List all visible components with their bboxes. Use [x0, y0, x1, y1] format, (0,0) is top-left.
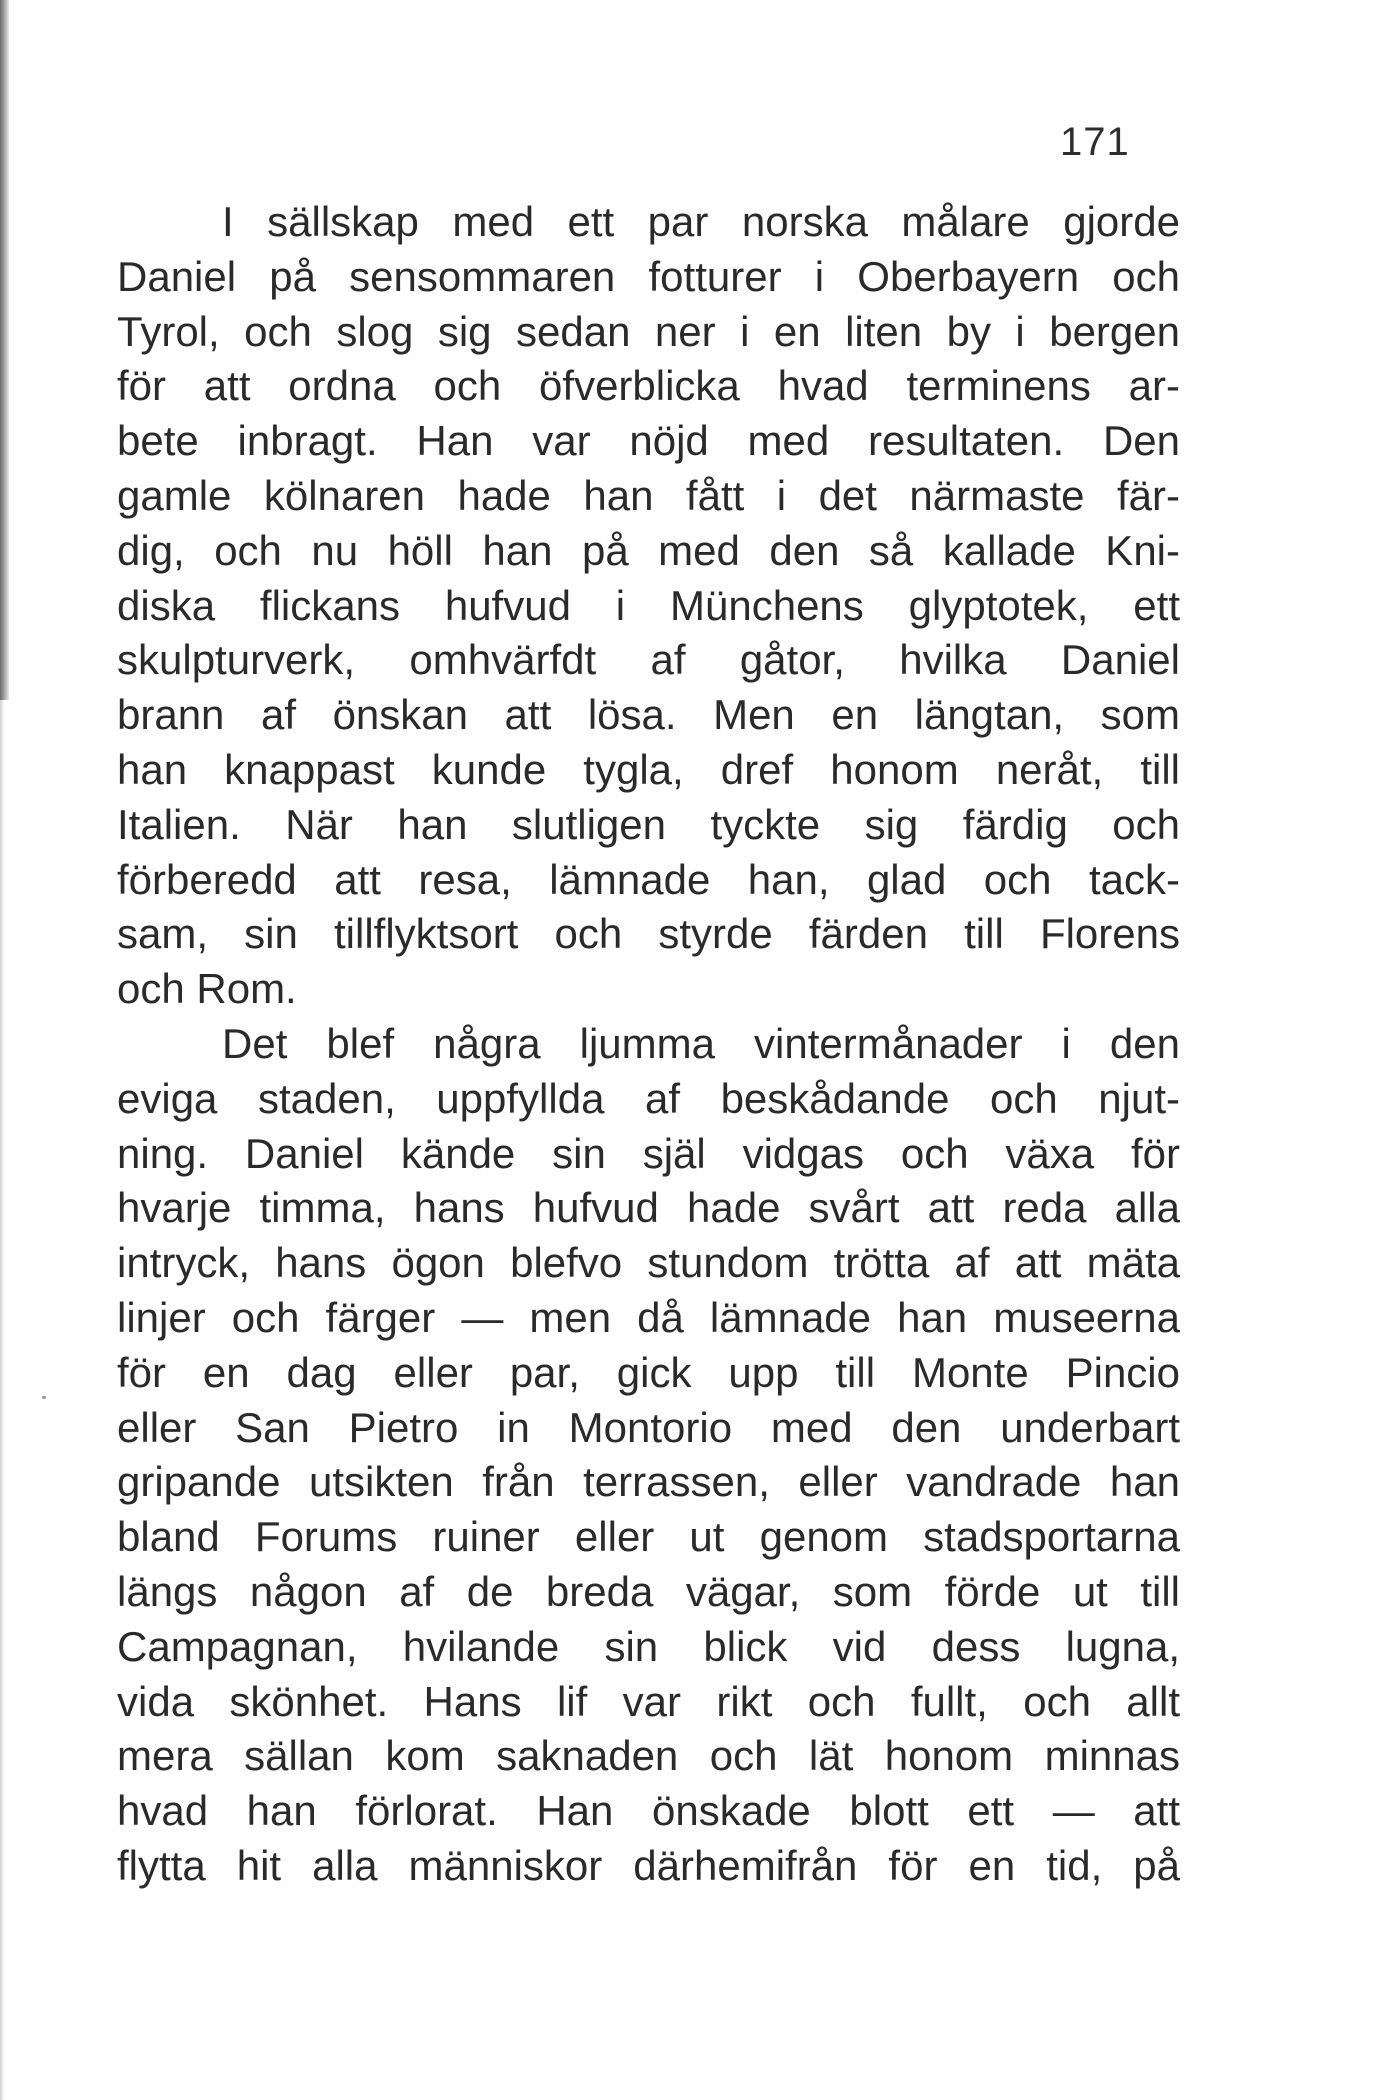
text-line: eller San Pietro in Montorio med den underbart	[117, 1403, 1180, 1451]
binding-edge	[0, 0, 9, 700]
text-line: bete inbragt. Han var nöjd med resultaten. Den	[117, 417, 1180, 465]
ink-speck	[42, 1396, 46, 1399]
text-line: hvad han förlorat. Han önskade blott ett — att	[117, 1787, 1180, 1835]
text-line: hvarje timma, hans hufvud hade svårt att reda alla	[117, 1184, 1180, 1232]
text-line: bland Forums ruiner eller ut genom stadsportarna	[117, 1513, 1180, 1561]
text-line: gripande utsikten från terrassen, eller vandrade han	[117, 1458, 1180, 1506]
text-line: sam, sin tillflyktsort och styrde färden till Florens	[117, 910, 1180, 958]
text-line: skulpturverk, omhvärfdt af gåtor, hvilka Daniel	[117, 636, 1180, 684]
text-line: för en dag eller par, gick upp till Monte Pincio	[117, 1348, 1180, 1396]
binding-edge-lower	[0, 700, 4, 2100]
text-line: vida skönhet. Hans lif var rikt och fullt, och allt	[117, 1677, 1180, 1725]
text-line: dig, och nu höll han på med den så kallade Kni-	[117, 526, 1180, 574]
text-line: I sällskap med ett par norska målare gjorde	[222, 198, 1180, 245]
text-line: gamle kölnaren hade han fått i det närmaste fär-	[117, 471, 1180, 519]
text-line: Campagnan, hvilande sin blick vid dess lugna,	[117, 1622, 1180, 1670]
text-line: ning. Daniel kände sin själ vidgas och växa för	[117, 1129, 1180, 1177]
body-text	[117, 195, 1180, 1894]
text-line: längs någon af de breda vägar, som förde ut till	[117, 1567, 1180, 1615]
text-line: flytta hit alla människor därhemifrån för en tid, på	[117, 1841, 1180, 1889]
text-line: och Rom.	[117, 965, 297, 1013]
text-line: Det blef några ljumma vintermånader i den	[222, 1019, 1180, 1067]
text-line: han knappast kunde tygla, dref honom neråt, till	[117, 745, 1180, 793]
text-line: mera sällan kom saknaden och lät honom minnas	[117, 1732, 1180, 1780]
text-line: Daniel på sensommaren fotturer i Oberbayern och	[117, 252, 1180, 300]
text-line: förberedd att resa, lämnade han, glad och tack-	[117, 855, 1180, 903]
text-line: Italien. När han slutligen tyckte sig färdig och	[117, 800, 1180, 848]
text-line: linjer och färger — men då lämnade han museerna	[117, 1293, 1180, 1341]
text-line: Tyrol, och slog sig sedan ner i en liten by i bergen	[117, 307, 1180, 355]
text-line: eviga staden, uppfyllda af beskådande och njut-	[117, 1074, 1180, 1122]
text-line: brann af önskan att lösa. Men en längtan, som	[117, 691, 1180, 739]
page-number: 171	[1060, 120, 1130, 164]
text-line: intryck, hans ögon blefvo stundom trötta af att mäta	[117, 1239, 1180, 1287]
text-line: diska flickans hufvud i Münchens glyptotek, ett	[117, 581, 1180, 629]
text-line: för att ordna och öfverblicka hvad terminens ar-	[117, 362, 1180, 410]
